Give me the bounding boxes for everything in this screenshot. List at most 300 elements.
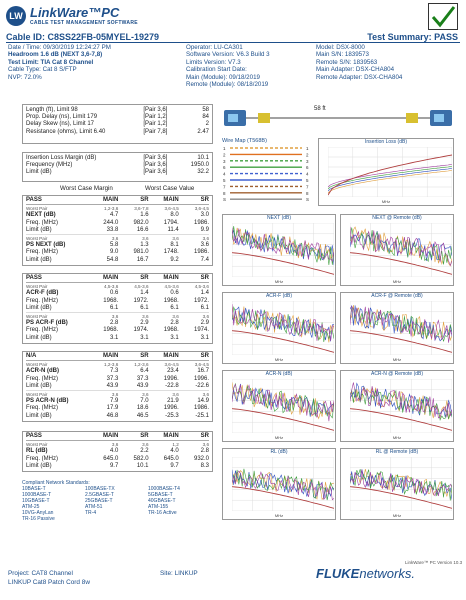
row-value: 6.1 (140, 304, 149, 311)
wire-pin-label: 6 (223, 165, 226, 171)
row-value: 2.9 (200, 320, 209, 327)
row-value: 1968. (103, 327, 119, 334)
acrn-graph (222, 370, 336, 442)
section-col-header: MAIN (163, 197, 179, 203)
row-value: 3,6-4,5 (194, 362, 209, 368)
next-remote-graph (340, 214, 454, 286)
graph-title: NEXT @ Remote (dB) (372, 215, 422, 221)
summary-pair: [Pair 3,6] (143, 155, 168, 161)
row-value: 3,6 (202, 442, 209, 448)
row-value: 9.7 (109, 462, 119, 469)
row-value: 3.1 (170, 334, 179, 341)
summary-value: 32.2 (197, 169, 209, 176)
info-mid-line: Calibration Start Date: (186, 66, 247, 74)
results-section (22, 273, 213, 344)
section-row (26, 413, 209, 420)
section-col-header: MAIN (102, 433, 119, 439)
standard-item: 100BASE-TX (85, 486, 115, 492)
row-value: 46.8 (106, 412, 119, 419)
standard-item: 10GBASE-T (22, 498, 50, 504)
row-value: 3.6 (200, 242, 209, 249)
acrf-graph (222, 292, 336, 364)
row-value: -25.3 (165, 412, 179, 419)
row-label: Limit (dB) (26, 462, 52, 469)
row-value: 3,6-4,5 (164, 362, 179, 368)
row-value: 37.3 (106, 375, 119, 382)
row-label: Freq. (MHz) (26, 327, 58, 334)
summary-value: 2.47 (197, 128, 209, 135)
row-value: 1996. (163, 405, 179, 412)
section-row (26, 298, 209, 305)
row-label: Freq. (MHz) (26, 219, 58, 226)
section-col-header: SR (200, 353, 209, 359)
summary-pair: [Pair 1,2] (143, 121, 168, 128)
graph-title: Insertion Loss (dB) (365, 139, 407, 145)
section-row (26, 335, 209, 342)
row-value: 1,2-3,6 (103, 206, 119, 212)
wire-pin-label: S (306, 197, 310, 203)
graph-limit-line (350, 253, 452, 275)
row-value: 1968. (163, 327, 179, 334)
section-row (26, 456, 209, 463)
row-value: 1,2 (172, 442, 179, 448)
row-value: 3.0 (200, 212, 209, 219)
section-row (26, 227, 209, 235)
results-section (22, 351, 213, 422)
row-label: Limit (dB) (26, 256, 52, 263)
row-value: 1986. (193, 219, 209, 226)
fluke-logo (316, 566, 415, 581)
standards-column (85, 486, 148, 522)
row-value: 3.1 (109, 334, 119, 341)
summary-row (26, 129, 209, 136)
section-col-header: SR (200, 433, 209, 439)
rl-remote-graph (340, 448, 454, 520)
graph-title: ACR-N @ Remote (dB) (370, 371, 424, 377)
results-section (22, 431, 213, 472)
summary-row (26, 162, 209, 169)
summary-label: Delay Skew (ns), Limit 17 (26, 121, 95, 128)
row-value: 1,2-3,6 (134, 362, 149, 368)
row-value: 3,6 (202, 392, 209, 398)
row-label: Limit (dB) (26, 412, 52, 419)
row-value: 8.3 (200, 462, 209, 469)
summary-pair: [Pair 1,2] (143, 114, 168, 121)
graph-limit-line (350, 409, 452, 431)
row-value: 9.7 (170, 462, 179, 469)
summary-value: 58 (202, 107, 209, 113)
wire-pin-label: 8 (306, 190, 309, 196)
section-row (26, 448, 209, 455)
row-value: 244.0 (103, 219, 119, 226)
row-value: 2.8 (109, 320, 119, 327)
section-col-header: SR (200, 275, 209, 281)
row-value: 1794. (163, 219, 179, 226)
wire-pin-label: 1 (306, 146, 309, 151)
standard-item: ATM-155 (148, 504, 169, 510)
graph-title: ACR-F @ Remote (dB) (371, 293, 423, 299)
row-value: 43.9 (136, 382, 149, 389)
info-right-line: Model: DSX-8000 (316, 44, 365, 51)
section-row (26, 361, 209, 368)
patch-cord-label: LINKUP Cat8 Patch Cord 8w (8, 579, 90, 586)
wire-pin-label: 2 (223, 152, 226, 158)
row-value: 3.1 (200, 334, 209, 341)
row-value: 1986. (193, 249, 209, 256)
row-label: Worst Pair (26, 442, 48, 448)
wire-pin-label: 4 (306, 171, 309, 177)
section-status: PASS (26, 275, 42, 281)
wire-map-title: Wire Map (T568B) (222, 138, 267, 144)
row-value: 2.9 (140, 320, 149, 327)
standard-item: 2.5GBASE-T (85, 492, 114, 498)
info-mid-line: Main (Module): 09/18/2019 (186, 73, 260, 81)
section-row (26, 441, 209, 448)
row-value: -22.8 (165, 382, 179, 389)
info-middle (186, 44, 326, 88)
standard-item: TR-16 Active (148, 510, 177, 516)
row-value: 16.7 (197, 368, 209, 375)
pass-checkmark-icon (428, 3, 458, 30)
row-value: 1,2-3,6 (103, 362, 119, 368)
row-value: 21.9 (167, 398, 179, 405)
section-row (26, 398, 209, 405)
standard-item: 5GBASE-T (148, 492, 173, 498)
row-value: 3,6 (142, 236, 149, 242)
row-value: 1.4 (140, 290, 149, 297)
project-name: Project: CAT8 Channel (8, 570, 73, 577)
row-value: 1968. (163, 297, 179, 304)
row-value: 3,6 (172, 314, 179, 320)
graph-x-label: MHz (392, 279, 402, 284)
graph-x-label: MHz (274, 513, 284, 518)
row-value: 14.9 (197, 398, 209, 405)
standard-item: 10VG-AnyLan (22, 510, 54, 516)
summary-value: 84 (202, 114, 209, 121)
info-right-line: Main Adapter: DSX-CHA804 (316, 66, 395, 74)
row-label: ACR-N (dB) (26, 368, 59, 375)
row-value: 11.4 (167, 226, 179, 233)
section-col-header: SR (140, 353, 149, 359)
row-value: 4,5-3,6 (194, 284, 209, 290)
info-left-line: Headroom 1.6 dB (NEXT 3,6-7,8) (8, 51, 103, 59)
summary-label: Length (ft), Limit 98 (26, 107, 78, 113)
section-row (26, 391, 209, 398)
next-graph (222, 214, 336, 286)
summary-row (26, 114, 209, 121)
wire-pin-label: S (223, 197, 227, 203)
row-label: Freq. (MHz) (26, 297, 58, 304)
graph-title: NEXT (dB) (266, 215, 292, 221)
section-col-header: SR (140, 433, 149, 439)
summary-row (26, 121, 209, 128)
section-col-header: SR (200, 197, 209, 203)
wire-pin-label: 6 (306, 165, 309, 171)
row-value: -25.1 (195, 412, 209, 419)
section-col-header: MAIN (163, 275, 179, 281)
info-left-line: Test Limit: TIA Cat 8 Channel (8, 58, 94, 66)
section-row (26, 220, 209, 227)
row-label: Freq. (MHz) (26, 405, 58, 412)
row-value: 4,5-3,6 (164, 284, 179, 290)
rl-graph (222, 448, 336, 520)
cable-id: Cable ID: C8SS22FB-05MYEL-19279 (6, 32, 160, 42)
row-value: 3,6-7,8 (134, 206, 149, 212)
standards-column (22, 486, 85, 522)
insertion-loss-box (22, 152, 213, 182)
info-left-line: NVP: 72.0% (8, 73, 42, 81)
linkware-logo-badge: LW (6, 6, 26, 26)
standards-column (148, 486, 211, 522)
section-row (26, 257, 209, 264)
summary-label: Limit (dB) (26, 169, 52, 176)
row-value: 2.8 (170, 320, 179, 327)
graph-title: ACR-N (dB) (265, 371, 293, 377)
row-value: 982.0 (133, 219, 149, 226)
row-value: 3,6 (111, 442, 119, 448)
summary-pair: [Pair 3,6] (143, 162, 168, 169)
row-value: 9.9 (200, 226, 209, 233)
row-value: 9.0 (109, 249, 119, 256)
wire-pin-label: 7 (223, 184, 226, 190)
row-label: Worst Pair (26, 206, 48, 212)
section-row (26, 212, 209, 219)
row-label: Freq. (MHz) (26, 455, 58, 462)
section-status: PASS (26, 197, 42, 203)
section-row (26, 368, 209, 375)
summary-row (26, 107, 209, 114)
summary-value: 1950.0 (190, 162, 209, 169)
row-value: 3,6 (111, 392, 119, 398)
row-label: Worst Pair (26, 314, 48, 320)
info-right-line: Remote S/N: 1839563 (316, 58, 378, 66)
standards-box (22, 480, 213, 522)
graph-limit-line (232, 331, 334, 353)
section-col-header: SR (140, 275, 149, 281)
row-label: Limit (dB) (26, 226, 52, 233)
graph-limit-line (232, 487, 334, 509)
row-value: 7.3 (109, 368, 119, 375)
row-label: Worst Pair (26, 392, 48, 398)
wire-pin-label: 8 (223, 190, 226, 196)
standard-item: 1000BASE-T (22, 492, 52, 498)
section-col-header: MAIN (102, 353, 119, 359)
section-row (26, 320, 209, 327)
row-value: 3,6 (111, 314, 119, 320)
row-label: Freq. (MHz) (26, 249, 58, 256)
row-label: Worst Pair (26, 362, 48, 368)
section-col-header: MAIN (163, 353, 179, 359)
cable-length-label: 58 ft (314, 106, 326, 112)
info-mid-line: Limits Version: V7.3 (186, 58, 241, 66)
row-value: 46.5 (136, 412, 149, 419)
graph-limit-line (232, 253, 334, 275)
section-row (26, 290, 209, 297)
graph-x-label: MHz (274, 357, 284, 362)
graph-title: RL @ Remote (dB) (375, 449, 419, 455)
row-label: Limit (dB) (26, 382, 52, 389)
graph-x-label: MHz (392, 513, 402, 518)
row-value: 1972. (133, 297, 149, 304)
row-value: 4.0 (109, 448, 119, 455)
summary-pair: [Pair 7,8] (143, 128, 168, 135)
row-value: -22.6 (195, 382, 209, 389)
length-summary-box (22, 104, 213, 144)
row-label: Freq. (MHz) (26, 375, 58, 382)
row-value: 1974. (193, 327, 209, 334)
section-status: N/A (26, 353, 37, 359)
info-mid-line: Operator: LU-CA301 (186, 44, 243, 51)
row-value: 3,6-4,5 (164, 206, 179, 212)
row-value: 4.0 (170, 448, 179, 455)
site-name: Site: LINKUP (160, 570, 198, 577)
row-label: PS ACR-F (dB) (26, 320, 68, 327)
worst-case-value-header: Worst Case Value (145, 185, 195, 192)
row-value: 6.1 (170, 304, 179, 311)
section-row (26, 235, 209, 242)
summary-label: Insertion Loss Margin (dB) (26, 155, 97, 161)
row-value: 16.6 (136, 226, 149, 233)
info-left-line: Date / Time: 09/30/2019 12:24:27 PM (8, 44, 111, 51)
section-col-header: MAIN (102, 197, 119, 203)
standard-item: TR-4 (85, 510, 97, 516)
row-label: Worst Pair (26, 284, 48, 290)
graph-trace (350, 383, 452, 418)
row-value: 932.0 (193, 455, 209, 462)
standard-item: ATM-25 (22, 504, 40, 510)
row-value: 10.1 (136, 462, 149, 469)
section-row (26, 205, 209, 212)
row-label: Worst Pair (26, 236, 48, 242)
row-value: 1996. (193, 375, 209, 382)
wire-pin-label: 2 (306, 152, 309, 158)
wire-pin-label: 5 (306, 178, 309, 183)
cable-diagram (222, 104, 454, 134)
row-label: Limit (dB) (26, 304, 52, 311)
row-value: 2.8 (200, 448, 209, 455)
row-value: 33.8 (106, 226, 119, 233)
graph-limit-line (328, 155, 452, 195)
section-col-header: SR (140, 197, 149, 203)
row-label: PS ACR-N (dB) (26, 398, 69, 405)
graph-x-label: MHz (274, 279, 284, 284)
row-value: 6.4 (140, 368, 149, 375)
section-row (26, 327, 209, 334)
app-title: LinkWare™PC (30, 5, 120, 20)
results-section (22, 195, 213, 266)
wire-pin-label: 3 (223, 158, 226, 164)
standard-item: 10BASE-T (22, 486, 46, 492)
section-row (26, 463, 209, 470)
row-value: 3.1 (140, 334, 149, 341)
summary-label: Prop. Delay (ns), Limit 179 (26, 114, 98, 121)
graph-title: RL (dB) (270, 449, 288, 455)
section-header (26, 433, 209, 441)
section-header (26, 197, 209, 205)
section-row (26, 376, 209, 383)
row-value: 3,6 (142, 392, 149, 398)
standard-item: 40GBASE-T (148, 498, 176, 504)
info-left-line: Cable Type: Cat 8 S/FTP (8, 66, 77, 74)
section-row (26, 405, 209, 412)
il-graph (318, 138, 454, 206)
info-right-line: Main S/N: 1839573 (316, 51, 369, 59)
row-value: 6.1 (200, 304, 209, 311)
row-label: NEXT (dB) (26, 212, 56, 219)
row-value: 54.8 (106, 256, 119, 263)
wire-pin-label: 1 (223, 146, 226, 151)
row-value: 1996. (163, 375, 179, 382)
info-right-line: Remote Adapter: DSX-CHA804 (316, 73, 403, 81)
summary-row (26, 169, 209, 176)
row-label: RL (dB) (26, 448, 48, 455)
acrn-remote-graph (340, 370, 454, 442)
row-value: 1748. (163, 249, 179, 256)
row-value: 981.0 (133, 249, 149, 256)
section-row (26, 249, 209, 256)
row-value: 16.7 (136, 256, 149, 263)
row-value: 0.6 (170, 290, 179, 297)
row-value: 1986. (193, 405, 209, 412)
row-value: 1968. (103, 297, 119, 304)
row-value: 18.6 (136, 405, 149, 412)
row-value: 1972. (193, 297, 209, 304)
row-value: 4,5-3,6 (134, 284, 149, 290)
section-header (26, 353, 209, 361)
info-left (8, 44, 178, 81)
standard-item: ATM-51 (85, 504, 103, 510)
row-value: 4.7 (109, 212, 119, 219)
wire-pin-label: 3 (306, 158, 309, 164)
standard-item: 1000BASE-T4 (148, 486, 180, 492)
row-label: PS NEXT (dB) (26, 242, 66, 249)
row-value: 8.1 (170, 242, 179, 249)
graph-x-label: MHz (381, 199, 391, 204)
section-col-header: MAIN (102, 275, 119, 281)
row-value: 645.0 (163, 455, 179, 462)
info-mid-line: Software Version: V6.3 Build 3 (186, 51, 270, 59)
wire-map (222, 138, 314, 206)
summary-value: 10.1 (197, 155, 209, 161)
row-value: 3,6-4,5 (194, 206, 209, 212)
wire-pin-label: 7 (306, 184, 309, 190)
standard-item: TR-16 Passive (22, 516, 55, 522)
row-value: 5.8 (109, 242, 119, 249)
app-subtitle: CABLE TEST MANAGEMENT SOFTWARE (30, 20, 138, 26)
summary-label: Resistance (ohms), Limit 6.40 (26, 128, 106, 135)
section-header (26, 275, 209, 283)
test-summary: Test Summary: PASS (367, 32, 458, 42)
section-row (26, 242, 209, 249)
linkware-version: LinkWare™ PC Version 10.3 (405, 560, 463, 565)
summary-row (26, 155, 209, 162)
standards-title: Compliant Network Standards: (22, 480, 90, 486)
row-value: 645.0 (103, 455, 119, 462)
row-value: 1974. (133, 327, 149, 334)
row-value: 3,6 (142, 442, 149, 448)
graph-trace (350, 383, 452, 417)
section-row (26, 283, 209, 290)
worst-case-margin-header: Worst Case Margin (60, 185, 113, 192)
row-value: 37.3 (136, 375, 149, 382)
row-value: 7.4 (200, 256, 209, 263)
row-value: 6.1 (109, 304, 119, 311)
row-value: 3,6 (202, 236, 209, 242)
row-value: 3,6 (172, 392, 179, 398)
row-value: 3,6 (142, 314, 149, 320)
section-row (26, 383, 209, 391)
row-value: 9.2 (170, 256, 179, 263)
